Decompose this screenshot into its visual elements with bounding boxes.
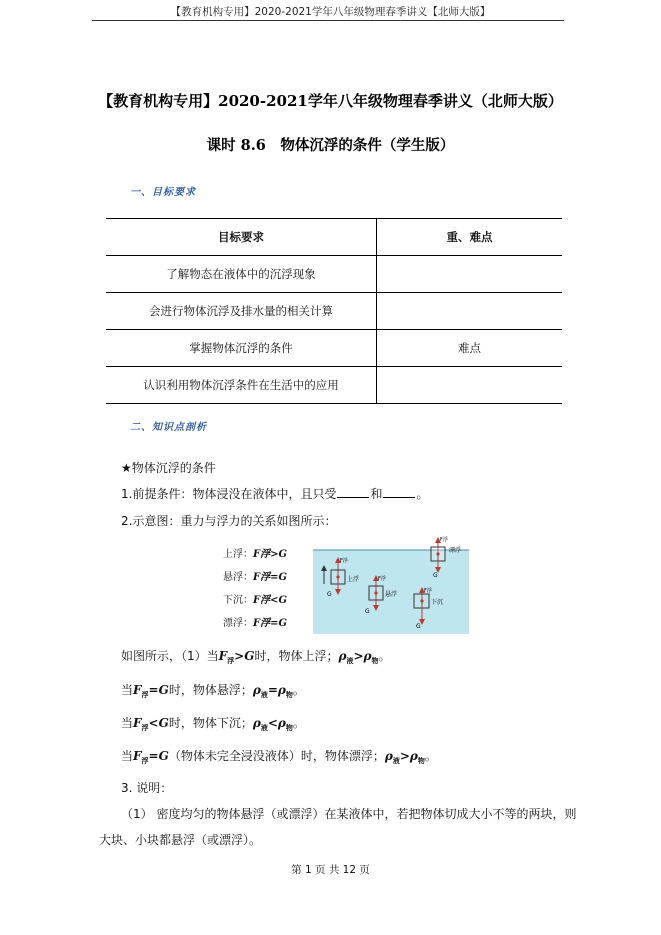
- header-key-point: 重、难点: [446, 230, 493, 244]
- lesson-title: 课时 8.6 物体沉浮的条件（学生版）: [206, 137, 455, 154]
- svg-text:G: G: [416, 623, 421, 630]
- table-row: [106, 367, 562, 404]
- svg-text:F浮: F浮: [424, 588, 432, 594]
- svg-text:F浮: F浮: [440, 537, 448, 543]
- item-diagram-caption: 2.示意图：重力与浮力的关系如图所示：: [121, 514, 337, 528]
- key-point-cell: [377, 256, 563, 293]
- key-point-cell: [377, 367, 563, 404]
- key-point-cell: 难点: [458, 341, 481, 355]
- label-up: 上浮: [347, 576, 360, 583]
- label-float: 漂浮: [449, 547, 462, 554]
- relation-list: [223, 543, 287, 635]
- document-title: 【教育机构专用】2020-2021学年八年级物理春季讲义（北师大版）: [98, 92, 563, 110]
- blank-1[interactable]: [337, 487, 369, 498]
- goal-cell: 掌握物体沉浮的条件: [106, 330, 377, 367]
- condition-line-suspend: 当$F_浮=G$时，物体悬浮；$\rho_液=\rho_物$。: [121, 683, 305, 699]
- premise-end: 。: [416, 487, 429, 501]
- label-suspend: 悬浮: [385, 591, 398, 598]
- table-row: [106, 256, 562, 293]
- goal-cell: 认识利用物体沉浮条件在生活中的应用: [106, 367, 377, 404]
- relation-float: 漂浮：F浮=G: [223, 618, 288, 629]
- page-footer: 第 1 页 共 12 页: [291, 864, 370, 876]
- table-header-row: [106, 219, 562, 256]
- section-goals-heading: 一、目标要求: [130, 187, 196, 198]
- table-row: [106, 293, 562, 330]
- topic-heading: ★物体沉浮的条件: [121, 461, 216, 475]
- header-goal: 目标要求: [106, 219, 377, 256]
- relation-sink: 下沉：F浮<G: [223, 595, 288, 606]
- premise-text: 1.前提条件：物体浸没在液体中，且只受: [121, 487, 337, 501]
- blank-2[interactable]: [383, 487, 415, 498]
- goal-cell: 了解物态在液体中的沉浮现象: [106, 256, 377, 293]
- svg-text:F浮: F浮: [340, 558, 348, 564]
- svg-text:G: G: [327, 591, 332, 598]
- svg-text:F浮: F浮: [378, 576, 386, 582]
- page-header: 【教育机构专用】2020-2021学年八年级物理春季讲义【北师大版】: [170, 6, 491, 18]
- svg-text:G: G: [433, 572, 438, 579]
- goals-table: [106, 218, 562, 404]
- label-sink: 下沉: [431, 599, 444, 606]
- key-point-cell: [377, 293, 563, 330]
- header-rule: [92, 20, 564, 21]
- condition-line-sink: 当$F_浮<G$时，物体下沉；$\rho_液<\rho_物$。: [121, 716, 305, 732]
- goal-cell: 会进行物体沉浮及排水量的相关计算: [106, 293, 377, 330]
- svg-text:G: G: [365, 608, 370, 615]
- buoyancy-diagram: [313, 534, 469, 634]
- premise-and: 和: [370, 487, 383, 501]
- relation-up: 上浮：F浮>G: [223, 549, 288, 560]
- note-1-line-1: （1） 密度均匀的物体悬浮（或漂浮）在某液体中，若把物体切成大小不等的两块，则: [121, 807, 577, 821]
- note-1-line-2: 大块、小块都悬浮（或漂浮）。: [99, 833, 262, 847]
- item-premise: [121, 485, 428, 502]
- table-row: [106, 330, 562, 367]
- relation-suspend: 悬浮：F浮=G: [223, 572, 288, 583]
- section-knowledge-heading: 二、知识点剖析: [130, 422, 207, 433]
- condition-line-float: 当$F_浮=G$（物体未完全浸没液体）时，物体漂浮；$\rho_液>\rho_物$。: [121, 749, 437, 765]
- condition-line-up: 如图所示，（1）当$F_浮>G$时，物体上浮；$\rho_液>\rho_物$。: [121, 649, 391, 665]
- item-notes-heading: 3. 说明：: [121, 781, 173, 795]
